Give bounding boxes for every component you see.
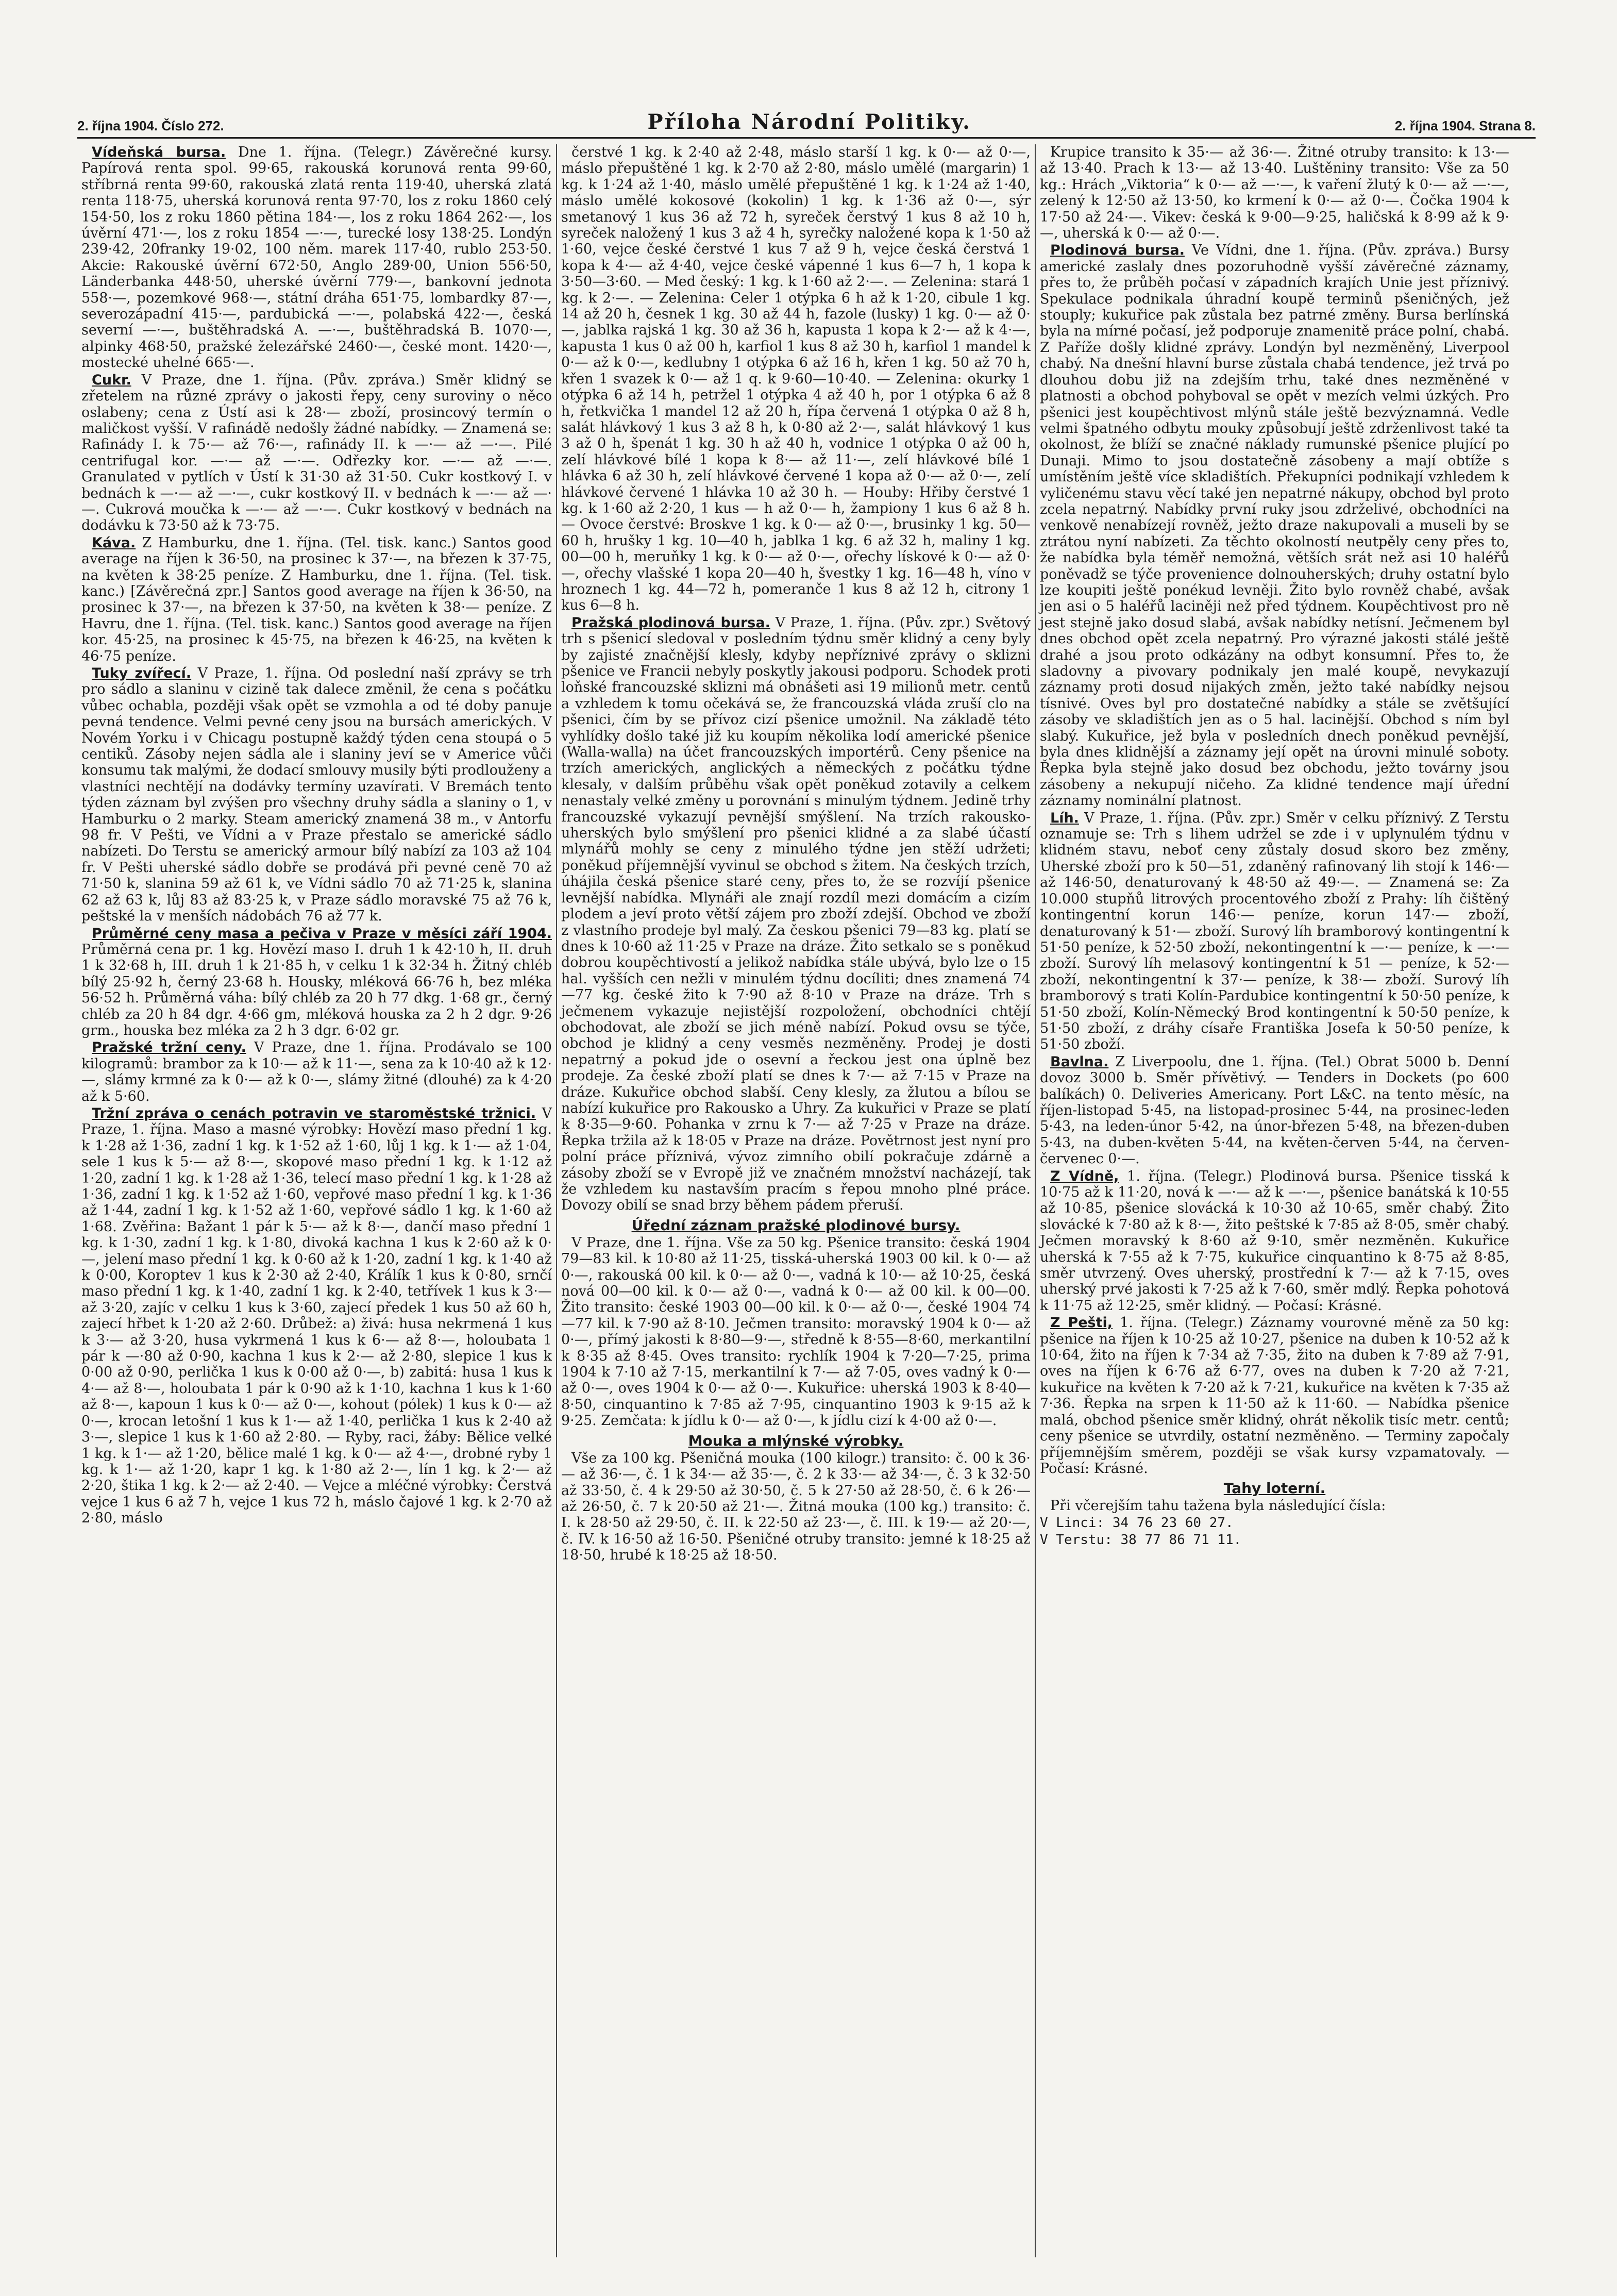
article-body: 1. října. (Telegr.) Plodinová bursa. Pšenice tisská k 10·75 až k 11·20, nová k —·— až k —·—, pšenice banátská k 10·55 až 10·85, pšenice slovácká k 10·30 až 10·65, směr chabý. Žito slovácké k 7·80 až k 8·—, žito peštské k 7·85 až 8·05, směr chabý. Ječmen moravský k 8·60 až 9·10, směr nezměněn. Kukuřice uherská k 7·55 až k 7·75, kukuřice cinquantino k 8·75 až 8·85, směr utvrzený. Oves uherský, prostřední k 7·— až k 7·15, oves uherský prvé jakosti k 7·25 až k 7·60, směr mdlý. Řepka pohotová k 11·75 až 12·25, směr klidný. — Počasí: Krásné.: [1040, 1168, 1509, 1314]
section-heading: Úřední záznam pražské plodinové bursy.: [631, 1216, 961, 1234]
article-rubric: Tržní zpráva o cenách potravin ve staroměstské tržnici.: [92, 1105, 536, 1121]
article-rubric: Cukr.: [92, 372, 131, 388]
article-body: Ve Vídni, dne 1. října. (Pův. zpráva.) Bursy americké zaslaly dnes pozoruhodně vyšší závěrečné záznamy, přes to, že průběh počasí v západních krajích Unie jest příznivý. Spekulace podnikala úhradní koupě terminů pšeničných, jež stouply; kukuřice pak zůstala bez patrné změny. Bursa berlínská byla na mírné počasí, jež podporuje znamenitě práce polní, chabá. Z Paříže došly klidné zprávy. Londýn byl nezměněný, Liverpool chabý. Na dnešní hlavní burse zůstala chabá tendence, jež trvá po dlouhou dobu již na zdejším trhu, také dnes nezměněné v platnosti a obchod pohyboval se opět v mezích velmi úzkých. Pro pšenici jest koupěchtivost mlýnů stále ještě bezvýznamná. Vedle velmi špatného odbytu mouky způsobují ještě zdrženlivost také ta okolnost, že blíží se značné náklady rumunské pšenice plující po Dunaji. Mimo to jsou dostatečně zásobeny a mají obtíže s umístěním ještě více skladištích. Překupníci podnikají vzhledem k vyličenému stavu věcí také jen nepatrné nákupy, obchod byl proto zcela nepatrný. Nabídky první ruky jsou zdrželivé, obchodníci na venkově nenabízejí rovněž, ježto draze nakupovali a museli by se ztrátou nyní nabízeti. Za těchto okolností neutpěly ceny přes to, že nabídka byla téměř nemožná, větších srát než asi 10 haléřů poněvadž se týče provenience dolnouherských; druhy ostatní bylo lze koupiti ještě ponékud levněji. Žito bylo rovněž chabé, avšak jen asi o 5 haléřů laciněji než před týdnem. Koupěchtivost pro ně jest stejně jako dosud slabá, avšak nabídky netísní. Ječmenem byl dnes obchod opět zcela nepatrný. Pro výrazné jakosti stálé ještě drahé a jsou proto odkázány na odbyt konsumní. Přes to, že sladovny a pivovary podnikaly jen malé koupě, nevykazují záznamy proti dosud nijakých změn, ježto také nabídky nejsou tísnivé. Oves byl pro dostatečné nabídky a stále se zvětšující zásoby ve skladištích jen as o 5 hal. lacinější. Obchod s ním byl slabý. Kukuřice, jež byla v posledních dnech poněkud pevnější, byla dnes klidnější a záznamy její opět na úrovni minulé soboty. Řepka byla stejně jako dosud bez obchodu, ježto továrny jsou zásobeny a nekupují ničeho. Za klidné tendence mají úřední záznamy nominální platnost.: [1040, 242, 1509, 809]
article-rubric: Plodinová bursa.: [1050, 242, 1185, 259]
article-rubric: Káva.: [92, 534, 136, 551]
article-body: V Praze, dne 1. října. Vše za 50 kg. Pšenice transito: česká 1904 79—83 kil. k 10·80 až 11·25, tisská-uherská 1903 00 kil. k 0·— až 0·—, rakouská 00 kil. k 0·— až 0·—, vadná k 10·— až 10·25, česká nová 00—00 kil. k 0·— až 0·—, vadná k 0·— až 00 kil. k 00—00. Žito transito: české 1903 00—00 kil. k 0·— až 0·—, české 1904 74—77 kil. k 7·90 až 8·10. Ječmen transito: moravský 1904 k 0·— až 0·—, přímý jakosti k 8·80—9·—, středně k 8·55—8·60, merkantilní k 8·35 až 8·45. Oves transito: rychlík 1904 k 7·20—7·25, prima 1904 k 7·10 až 7·15, merkantilní k 7·— až 7·05, oves vadný k 0·— až 0·—, oves 1904 k 0·— až 0·—. Kukuřice: uherská 1903 k 8·40—8·50, cinquantino k 7·85 až 7·95, cinquantino 1903 k 9·15 až k 9·25. Zemčata: k jídlu k 0·— až 0·—, k jídlu cizí k 4·00 až 0·—.: [561, 1234, 1031, 1429]
article-rubric: Z Vídně,: [1050, 1168, 1119, 1184]
article-body: Při včerejším tahu tažena byla následující čísla:: [1050, 1498, 1386, 1514]
newspaper-page: [77, 103, 1536, 2257]
article-paragraph: [1040, 242, 1509, 809]
article-body: Z Liverpoolu, dne 1. října. (Tel.) Obrat 5000 b. Denní dovoz 3000 b. Směr přívětivý. — Tenders in Dockets (po 600 balíkách) 0. Deliveries Americany. Port L&C. na tento měsíc, na říjen-listopad 5·45, na listopad-prosinec 5·44, na prosinec-leden 5·43, na leden-únor 5·42, na únor-březen 5·48, na březen-duben 5·43, na duben-květen 5·44, na květen-červen 5·44, na červen-červenec 0·—.: [1040, 1053, 1509, 1167]
article-paragraph: [1040, 810, 1509, 1053]
article-paragraph: [1040, 1054, 1509, 1167]
article-paragraph: [561, 1235, 1031, 1429]
article-paragraph: [561, 144, 1031, 614]
article-body: V Terstu: 38 77 86 71 11.: [1040, 1532, 1242, 1548]
article-paragraph: [81, 535, 552, 664]
article-paragraph: [1040, 144, 1509, 241]
article-body: Průměrná cena pr. 1 kg. Hovězí maso I. druh 1 k 42·10 h, II. druh 1 k 32·68 h, III. druh 1 k 21·85 h, v celku 1 k 32·34 h. Žitný chléb bílý 25·92 h, černý 23·68 h. Housky, mléková 66·76 h, bez mléka 56·52 h. Průměrná váha: bílý chléb za 20 h 77 dkg. 1·68 gr., černý chléb za 20 h 84 dgr. 4·66 gm, mléková houska za 2 h 2 dgr. 9·26 grm., houska bez mléka za 2 h 3 dgr. 6·02 gr.: [81, 941, 552, 1038]
article-body: 1. října. (Telegr.) Záznamy vourovné měně za 50 kg: pšenice na říjen k 10·25 až 10·27, pšenice na duben k 10·52 až k 10·64, žito na říjen k 7·34 až 7·35, žito na duben k 7·89 až 7·91, oves na říjen k 6·76 až 6·77, oves na duben k 7·20 až 7·21, kukuřice na květen k 7·20 až k 7·21, kukuřice na květen k 7·35 až 7·36. Řepka na srpen k 11·50 až k 11·60. — Nabídka pšenice malá, obchod pšenice směr klidný, ohrát několik tisíc metr. centů; ceny pšenice se utvrdily, ostatní nezměněno. — Terminy započaly příjemnějším směrem, později se však kursy vzpamatovaly. — Počasí: Krásné.: [1040, 1315, 1509, 1477]
article-body: Dne 1. října. (Telegr.) Závěrečné kursy. Papírová renta spol. 99·65, rakouská korunová renta 99·60, stříbrná renta 99·60, rakouská zlatá renta 119·40, uherská zlatá renta 118·75, uherská korunová renta 97·70, los z roku 1860 celý 154·50, los z roku 1860 pětina 184·—, los z roku 1864 262·—, los úvěrní 471·—, los z roku 1854 —·—, turecké losy 138·25. Londýn 239·42, 20franky 19·02, 100 něm. marek 117·40, rublo 253·50. Akcie: Rakouské úvěrní 672·50, Anglo 289·00, Union 556·50, Länderbanka 448·50, uherské úvěrní 779·—, bankovní jednota 558·—, pozemkové 968·—, státní dráha 651·75, lombardky 87·—, severozápadní 415·—, pardubická —·—, polabská 422·—, česká severní —·—, buštěhradská A. —·—, buštěhradská B. 1070·—, alpinky 468·50, pražské železářské 2460·—, české mont. 1420·—, mostecké uhelné 665·—.: [81, 144, 552, 371]
article-rubric: Líh.: [1050, 810, 1079, 826]
article-paragraph: [81, 926, 552, 1039]
header-left: 2. října 1904. Číslo 272.: [77, 118, 224, 133]
article-rubric: Z Pešti,: [1050, 1315, 1113, 1331]
article-rubric: Pražské tržní ceny.: [92, 1040, 246, 1056]
column-2: [556, 144, 1035, 2257]
article-body: Vše za 100 kg. Pšeničná mouka (100 kilogr.) transito: č. 00 k 36·— až 36·—, č. 1 k 34·— až 35·—, č. 2 k 33·— až 34·—, č. 3 k 32·50 až 33·50, č. 4 k 29·50 až 30·50, č. 5 k 27·50 až 28·50, č. 6 k 26·— až 26·50, č. 7 k 20·50 až 21·—. Žitná mouka (100 kg.) transito: č. I. k 28·50 až 29·50, č. II. k 22·50 až 23·—, č. III. k 19·— až 20·—, č. IV. k 16·50 až 16·50. Pšeničné otruby transito: jemné k 18·25 až 18·50, hrubé k 18·25 až 18·50.: [561, 1450, 1031, 1564]
article-body: čerstvé 1 kg. k 2·40 až 2·48, máslo starší 1 kg. k 0·— až 0·—, máslo přepuštěné 1 kg. k 2·70 až 2·80, máslo umělé (margarin) 1 kg. k 1·24 až 1·40, máslo umělé přepuštěné 1 kg. k 1·24 až 1·40, máslo umělé kokosové (kokolin) 1 kg. k 1·36 až 0·—, sýr smetanový 1 kus 36 až 72 h, syreček čerstvý 1 kus 8 až 10 h, syreček naložený 1 kus 3 až 4 h, syrečky naložené kopa k 1·50 až 1·60, vejce české čerstvé 1 kus 7 až 9 h, vejce česká čerstvá 1 kopa k 4·— až 4·40, vejce české vápenné 1 kus 6—7 h, 1 kopa k 3·50—3·60. — Med český: 1 kg. k 1·60 až 2·—. — Zelenina: stará 1 kg. k 2·—. — Zelenina: Celer 1 otýpka 6 h až k 1·20, cibule 1 kg. 14 až 20 h, česnek 1 kg. 30 až 44 h, fazole (lusky) 1 kg. 0·— až 0·—, jablka rajská 1 kg. 30 až 36 h, kapusta 1 kopa k 2·— až k 4·—, kapusta 1 kus 0 až 00 h, karfiol 1 kus 8 až 30 h, karfiol 1 mandel k 0·— až k 0·—, kedlubny 1 otýpka 6 až 16 h, křen 1 kg. 50 až 70 h, křen 1 svazek k 0·— až 1 q. k 9·60—10·40. — Zelenina: okurky 1 otýpka 6 až 14 h, petržel 1 otýpka 4 až 40 h, por 1 otýpka 6 až 8 h, řetkvička 1 mandel 12 až 20 h, řípa červená 1 otýpka 0 až 8 h, salát hlávkový 1 kus 3 až 8 h, k 0·80 až 2·—, salát hlávkový 1 kus 3 až 0 h, špenát 1 kg. 30 h až 40 h, vodnice 1 otýpka 0 až 00 h, zelí hlávkové bílé 1 kopa k 8·— až 11·—, zelí hlávkové bílé 1 hlávka 6 až 30 h, zelí hlávkové červené 1 kopa až 0·— až 0·—, zelí hlávkové červené 1 hlávka 10 až 30 h. — Houby: Hřiby čerstvé 1 kg. k 1·60 až 2·20, 1 kus — h až 0·— h, žampiony 1 kus 6 až 8 h. — Ovoce čerstvé: Broskve 1 kg. k 0·— až 0·—, brusinky 1 kg. 50—60 h, hrušky 1 kg. 10—40 h, jablka 1 kg. 6 až 32 h, maliny 1 kg. 00—00 h, meruňky 1 kg. k 0·— až 0·—, ořechy lískové k 0·— až 0·—, ořechy vlašské 1 kopa 20—40 h, švestky 1 kg. 16—48 h, víno v hroznech 1 kg. 44—72 h, pomeranče 1 kus 8 až 12 h, citrony 1 kus 6—8 h.: [561, 144, 1031, 614]
column-1: [77, 144, 556, 2257]
article-body: Krupice transito k 35·— až 36·—. Žitné otruby transito: k 13·— až 13·40. Prach k 13·— až 13·40. Luštěniny transito: Vše za 50 kg.: Hrách „Viktoria“ k 0·— až —·—, k vaření žlutý k 0·— až —·—, zelený k 12·50 až 13·50, ko krmení k 0·— až 0·—. Čočka 1904 k 17·50 až 24·—. Vikev: česká k 9·00—9·25, haličská k 8·99 až k 9·—, uherská k 0·— až 0·—.: [1040, 144, 1509, 242]
column-3: [1035, 144, 1513, 2257]
article-body: V Praze, 1. října. (Pův. zpr.) Světový trh s pšenicí sledoval v posledním týdnu směr klidný a ceny byly by zajisté značnější klesly, kdyby nepříznivé zprávy o sklizni pšenice ve Francii nebyly poskytly jakousi podporu. Schodek proti loňské francouzské sklizni má obnášeti asi 19 milionů metr. centů a vzhledem k tomu očekává se, že francouzská vláda zruší clo na pšenici, čím by se přívoz cizí pšenice umožnil. Na základě této vyhlídky došlo také již ku koupím několika lodí americké pšenice (Walla-walla) na účet francouzských importérů. Ceny pšenice na trzích amerických, anglických a německých z počátku týdne klesaly, v dalším průběhu však opět poněkud zotavily a celkem nenastaly velké změny u porovnání s minulým týdnem. Jedině trhy francouzské vykazují pevnější smýšlení. Na trzích rakousko-uherských bylo smýšlení pro pšenici klidné a za slabé účastí mlynářů mohly se ceny z minulého týdne jen stěží udržeti; poněkud příjemnější vyvinul se obchod s žitem. Na českých trzích, úhájila česká pšenice staré ceny, přes to, že se rozvíjí pšenice levnější nabídka. Mlynáři ale znají rozdíl mezi domácím a cizím plodem a jeví proto větší zájem pro zboží zdejší. Obchod ve zboží z vlastního prodeje byl malý. Za českou pšenici 79—83 kg. platí se dnes k 10·60 až 11·25 v Praze na dráze. Žito setkalo se s poněkud dobrou koupěchtivostí a jelikož nabídka stále ubývá, bylo lze o 15 hal. vyšších cen nežli v minulém týdnu docíliti; dnes znamená 74—77 kg. české žito k 7·90 až 8·10 v Praze na dráze. Trh s ječmenem vykazuje nejistější rozpoložení, obchodníci chtějí obchodovat, ale zboží se jich méně nabízí. Pokud ovsu se týče, obchod je klidný a ceny vesměs nezměněny. Prodej je dosti nepatrný a pokud jde o osevní a řeckou jest ona úplně bez prodeje. Za české zboží platí se dnes k 7·— až 7·15 v Praze na dráze. Kukuřice obchod slabší. Ceny klesly, za žlutou a bílou se nabízí kukuřice pro Rakousko a Uhry. Za kukuřici v Praze se platí k 8·35—9·60. Pohanka v zrnu k 7·— až 7·25 v Praze na dráze. Řepka tržila až k 18·05 v Praze na dráze. Povětrnost jest nyní pro polní práce příznivá, vývoz zimního obilí pokračuje zdárně a zásoby zboží se v Evropě již ve značném množství nacházejí, tak že vzhledem ku nastavším pracím s řepou mnoho plné práce. Dovozy obilí se snad brzy během pádem přeruší.: [561, 614, 1031, 1214]
article-paragraph: [561, 615, 1031, 1214]
article-rubric: Vídeňská bursa.: [92, 144, 226, 160]
article-paragraph: [1040, 1168, 1509, 1314]
article-body: V Praze, 1. října. (Pův. zpr.) Směr v celku příznivý. Z Terstu oznamuje se: Trh s lihem udržel se zde i v uplynulém týdnu v klidném stavu, neboť ceny zůstaly dosud skoro bez změny, Uherské zboží pro k 50—51, zdaněný rafinovaný lih stojí k 146·— až 146·50, denaturovaný k 48·50 až 49·—. — Znamená se: Za 10.000 stupňů litrových procentového zboží z Prahy: líh čištěný kontingentní korun 146·— peníze, korun 147·— zboží, denaturovaný k 51·— zboží. Surový líh bramborový kontingentní k 51·50 peníze, k 52·50 zboží, nekontingentní k —·— peníze, k —·— zboží. Surový líh melasový kontingentní k 51 — peníze, k 52·— zboží, nekontingentní k 37·— peníze, k 38·— zboží. Surový líh bramborový s trati Kolín-Pardubice kontingentní k 50·50 peníze, k 51·50 zboží, Kolín-Německý Brod kontingentní k 50·50 peníze, k 51·50 zboží, z dráhy císaře Františka Josefa k 50·50 peníze, k 51·50 zboží.: [1040, 810, 1509, 1053]
article-body: V Praze, 1. října. Od poslední naší zprávy se trh pro sádlo a slaninu v cizině tak dalece změnil, že cena s počátku vůbec ochabla, později však opět se vzmohla a od té doby panuje pevná tendence. Velmi pevné ceny jsou na bursách amerických. V Novém Yorku i v Chicagu postupně každý týden cena stoupá o 5 centiků. Zásoby nejen sádla ale i slaniny jeví se v Americe vůči konsumu tak malými, že dodací smlouvy musily býti prodlouženy a vlastníci nechtějí na dodávky termíny uzavírati. V Bremách tento týden záznam byl zvýšen pro všechny druhy sádla a slaniny o 1, v Hamburku o 2 marky. Steam americký znamená 38 m., v Antorfu 98 fr. V Pešti, ve Vídni a v Praze přestalo se americké sádlo nabízeti. Do Terstu se americký armour bílý nabízí za 103 až 104 fr. V Pešti uherské sádlo dobře se prodává při pevné ceně 70 až 71·50 k, slanina 59 až 61 k, ve Vídni sádlo 70 až 71·25 k, slanina 62 až 63 k, lůj 83 až 83·25 k, v Praze sádlo moravské 75 až 76 k, peštské la v menších nádobách 76 až 77 k.: [81, 665, 552, 925]
page-header: [77, 103, 1536, 139]
article-paragraph: [81, 1040, 552, 1104]
article-body: V Linci: 34 76 23 60 27.: [1040, 1515, 1234, 1531]
article-paragraph: [1040, 1515, 1509, 1531]
section-heading: Tahy loterní.: [1223, 1480, 1326, 1497]
article-body: V Praze, 1. října. Maso a masné výrobky: Hovězí maso přední 1 kg. k 1·28 až 1·36, zadní 1 kg. k 1·52 až 1·60, lůj 1 kg. k 1·— až 1·04, sele 1 kus k 5·— až 8·—, skopové maso přední 1 kg. k 1·12 až 1·20, zadní 1 kg. k 1·28 až 1·36, telecí maso přední 1 kg. k 1·28 až 1·36, zadní 1 kg. k 1·52 až 1·60, vepřové maso přední 1 kg. k 1·36 až 1·44, zadní 1 kg. k 1·52 až 1·60, vepřové sádlo 1 kg. k 1·60 až 1·68. Zvěřina: Bažant 1 pár k 5·— až k 8·—, dančí maso přední 1 kg. k 1·30, zadní 1 kg. k 1·80, divoká kachna 1 kus k 2·60 až k 0·—, jelení maso přední 1 kg. k 0·60 až k 1·20, zadní 1 kg. k 1·40 až k 0·00, Koroptev 1 kus k 2·30 až 2·40, Králík 1 kus k 0·80, srnčí maso přední 1 kg. k 1·40, zadní 1 kg. k 2·40, tetřívek 1 kus k 3·— až 3·20, zajíc v celku 1 kus k 3·60, zajecí předek 1 kus 50 až 60 h, zajecí hřbet k 1·20 až 2·60. Drůbež: a) živá: husa nekrmená 1 kus k 3·— až 3·20, husa vykrmená 1 kus k 6·— až 8·—, holoubata 1 pár k —·80 až 0·90, kachna 1 kus k 2·— až 2·80, slepice 1 kus k 0·00 až 0·90, perlička 1 kus k 0·00 až 0·—, b) zabitá: husa 1 kus k 4·— až 8·—, holoubata 1 pár k 0·90 až k 1·10, kachna 1 kus k 1·60 až 8·—, kapoun 1 kus k 0·— až 0·—, kohout (pólek) 1 kus k 0·— až 0·—, krocan letošní 1 kus k 1·— až 1·40, perlička 1 kus k 2·40 až 3·—, slepice 1 kus k 1·60 až 2·80. — Ryby, raci, žáby: Bělice velké 1 kg. k 1·— až 1·20, bělice malé 1 kg. k 0·— až 4·—, drobné ryby 1 kg. k 1·— až 1·20, kapr 1 kg. k 1·80 až 2·—, lín 1 kg. k 2·— až 2·20, štika 1 kg. k 2·— až 2·40. — Vejce a mléčné výrobky: Čerstvá vejce 1 kus 6 až 7 h, vejce 1 kus 72 h, máslo čajové 1 kg. k 2·70 až 2·80, máslo: [81, 1105, 552, 1527]
columns: [77, 144, 1536, 2257]
article-rubric: Bavlna.: [1050, 1053, 1109, 1070]
article-paragraph: [561, 1450, 1031, 1564]
article-rubric: Pražská plodinová bursa.: [571, 614, 770, 631]
article-paragraph: [81, 665, 552, 925]
article-paragraph: [1040, 1315, 1509, 1477]
article-paragraph: [81, 1105, 552, 1527]
article-paragraph: [1040, 1532, 1509, 1548]
article-paragraph: [81, 144, 552, 371]
article-paragraph: [1040, 1498, 1509, 1514]
article-body: Z Hamburku, dne 1. října. (Tel. tisk. kanc.) Santos good average na říjen k 36·50, na prosinec k 37·—, na březen k 37·75, na květen k 38·25 peníze. Z Hamburku, dne 1. října. (Tel. tisk. kanc.) [Závěrečná zpr.] Santos good average na říjen k 36·50, na prosinec k 37·—, na březen k 37·50, na květen k 38·— peníze. Z Havru, dne 1. října. (Tel. tisk. kanc.) Santos good average na říjen kor. 45·25, na prosinec k 45·75, na březen k 46·25, na květen k 46·75 peníze.: [81, 534, 552, 664]
article-rubric: Tuky zvířecí.: [92, 665, 192, 681]
header-title: Příloha Národní Politiky.: [647, 110, 972, 134]
header-right: 2. října 1904. Strana 8.: [1394, 118, 1536, 133]
article-body: V Praze, dne 1. října. (Pův. zpráva.) Směr klidný se zřetelem na různé zprávy o jakosti řepy, ceny suroviny o něco oslabeny; cena z Ústí asi k 28·— zboží, prosincový termín o maličkost vyšší. V rafinádě nedošly žádné nabídky. — Znamená se: Rafinády I. k 75·— až 76·—, rafinády II. k —·— až —·—. Pilé centrifugal kor. —·— až —·—. Odřezky kor. —·— až —·—. Granulated v pytlích v Ústí k 31·30 až 31·50. Cukr kostkový I. v bednách k —·— až —·—, cukr kostkový II. v bednách k —·— až —·—. Cukrová moučka k —·— až —·—. Cukr kostkový v bednách na dodávku k 73·50 až k 73·75.: [81, 372, 552, 534]
article-paragraph: [81, 372, 552, 534]
article-rubric: Průměrné ceny masa a pečiva v Praze v měsíci září 1904.: [92, 925, 552, 942]
article-body: V Praze, dne 1. října. Prodávalo se 100 kilogramů: brambor za k 10·— až k 11·—, sena za k 10·40 až k 12·—, slámy krmné za k 0·— až k 0·—, slámy žitné (dlouhé) za k 4·20 až k 5·60.: [81, 1040, 552, 1104]
section-heading: Mouka a mlýnské výrobky.: [688, 1432, 904, 1449]
